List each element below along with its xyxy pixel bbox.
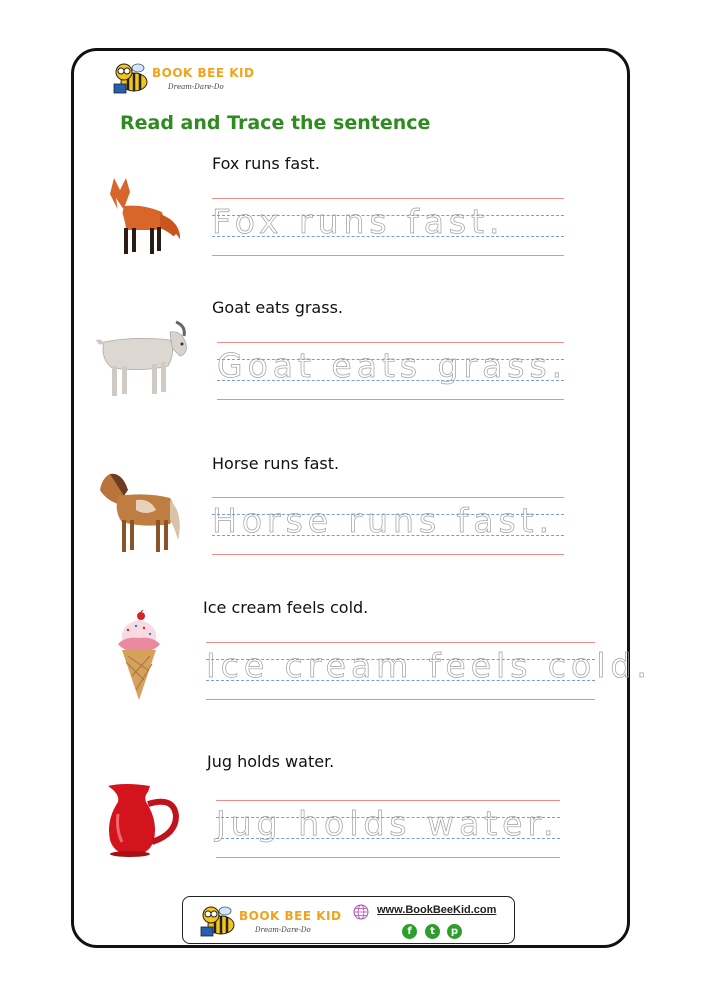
sentence-5: Jug holds water. <box>207 752 335 771</box>
facebook-icon[interactable]: f <box>402 924 417 939</box>
horse-picture <box>96 470 184 556</box>
trace-text-3: Horse runs fast. <box>212 501 555 540</box>
ice-cream-picture <box>116 610 162 702</box>
twitter-icon[interactable]: t <box>425 924 440 939</box>
pinterest-icon[interactable]: p <box>447 924 462 939</box>
trace-lines-2[interactable] <box>217 342 568 400</box>
trace-lines-4[interactable] <box>206 642 652 700</box>
trace-text-1: Fox runs fast. <box>212 202 505 241</box>
page-title: Read and Trace the sentence <box>120 112 431 134</box>
trace-text-5: Jug holds water. <box>216 804 559 843</box>
brand-tagline: Dream-Dare-Do <box>168 83 224 91</box>
bee-icon <box>112 58 152 96</box>
goat-picture <box>94 318 194 400</box>
sentence-1: Fox runs fast. <box>212 154 320 173</box>
footer-brand-tagline: Dream-Dare-Do <box>255 926 311 934</box>
trace-text-4: Ice cream feels cold. <box>206 646 652 685</box>
trace-text-2: Goat eats grass. <box>217 346 568 385</box>
brand-name: BOOK BEE KID <box>152 66 255 80</box>
trace-lines-5[interactable] <box>216 800 560 858</box>
jug-picture <box>104 780 182 858</box>
sentence-2: Goat eats grass. <box>212 298 343 317</box>
website-link[interactable]: www.BookBeeKid.com <box>377 904 497 916</box>
bee-icon <box>199 901 239 939</box>
footer-brand-name: BOOK BEE KID <box>239 909 342 923</box>
sentence-4: Ice cream feels cold. <box>203 598 369 617</box>
brand-logo <box>112 58 255 98</box>
fox-picture <box>104 172 182 258</box>
trace-lines-1[interactable] <box>212 198 564 256</box>
globe-icon <box>353 904 369 920</box>
footer-banner <box>182 896 515 944</box>
trace-lines-3[interactable] <box>212 497 564 555</box>
sentence-3: Horse runs fast. <box>212 454 340 473</box>
